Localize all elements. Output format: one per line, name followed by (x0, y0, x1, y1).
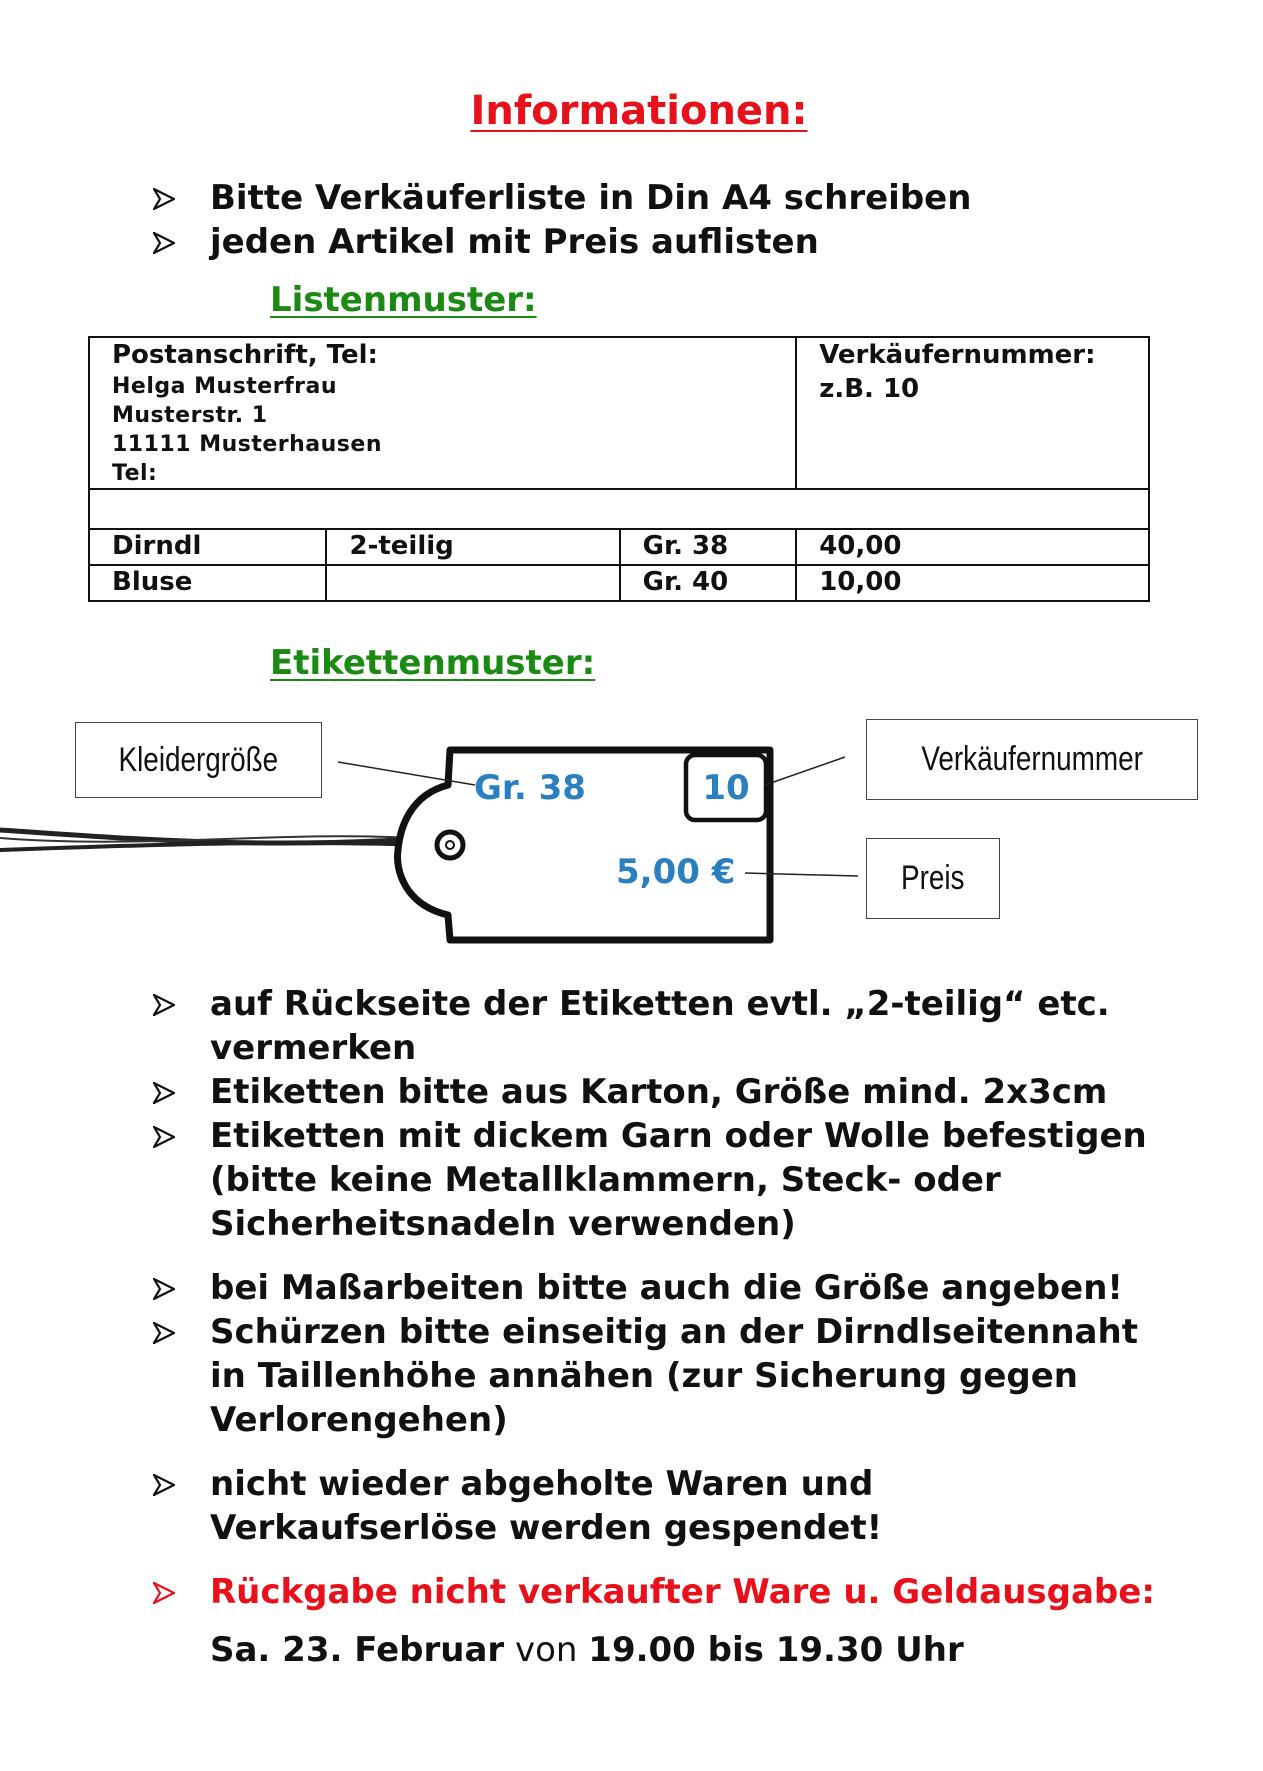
address-line: Musterstr. 1 (112, 403, 268, 428)
list-item (153, 1310, 1163, 1442)
callout-verkaeufernummer (866, 719, 1198, 800)
etikettenmuster-heading: Etikettenmuster: (270, 643, 596, 683)
bullet-text: auf Rückseite der Etiketten evtl. „2-teilig“ etc. vermerken (210, 984, 1110, 1068)
return-date: Sa. 23. Februar (210, 1630, 505, 1670)
callout-label: Verkäufernummer (921, 740, 1143, 778)
bullet-text: nicht wieder abgeholte Waren und Verkaufserlöse werden gespendet! (210, 1464, 883, 1548)
tag-size-text: Gr. 38 (474, 768, 586, 808)
address-label: Postanschrift, Tel: (112, 340, 378, 370)
list-item-return (153, 1570, 1163, 1614)
seller-number-example: z.B. 10 (819, 374, 920, 404)
page-title: Informationen: (470, 88, 808, 134)
table-row (89, 565, 1149, 601)
arrow-bullet-icon (153, 1322, 175, 1344)
arrow-bullet-icon (153, 188, 175, 210)
callout-kleidergroesse (75, 722, 322, 798)
detail-cell (326, 565, 619, 601)
list-item (153, 1114, 1163, 1246)
arrow-bullet-icon (153, 232, 175, 254)
return-date-line (210, 1628, 964, 1672)
bullet-text: jeden Artikel mit Preis auflisten (210, 222, 819, 262)
bullet-text: Etiketten mit dickem Garn oder Wolle befestigen (bitte keine Metallklammern, Steck- oder Sicherheitsnadeln verwenden) (210, 1116, 1147, 1244)
seller-number-label: Verkäufernummer: (819, 340, 1096, 370)
return-time: 19.00 bis 19.30 Uhr (588, 1630, 964, 1670)
seller-number-cell (796, 337, 1149, 489)
return-from: von (515, 1630, 578, 1670)
bullet-text: Etiketten bitte aus Karton, Größe mind. 2x3cm (210, 1072, 1108, 1112)
tag-seller-number: 10 (702, 768, 750, 808)
table-row (89, 529, 1149, 565)
return-heading: Rückgabe nicht verkaufter Ware u. Geldausgabe: (210, 1572, 1155, 1612)
list-item (153, 982, 1163, 1070)
address-line: Tel: (112, 461, 158, 486)
callout-label: Preis (901, 859, 965, 897)
list-item (153, 220, 1153, 264)
listenmuster-heading: Listenmuster: (270, 280, 537, 320)
list-item (153, 1266, 1163, 1310)
arrow-bullet-icon (153, 1278, 175, 1300)
item-cell: Dirndl (89, 529, 326, 565)
address-line: 11111 Musterhausen (112, 432, 382, 457)
price-cell: 40,00 (796, 529, 1149, 565)
arrow-bullet-icon (153, 1126, 175, 1148)
address-cell (89, 337, 796, 489)
address-line: Helga Musterfrau (112, 374, 337, 399)
list-item (153, 176, 1153, 220)
intro-bullet-list (153, 176, 1153, 264)
list-item (153, 1462, 1163, 1550)
rules-bullet-list (153, 982, 1163, 1614)
arrow-bullet-icon (153, 1082, 175, 1104)
callout-label: Kleidergröße (118, 740, 279, 779)
size-cell: Gr. 40 (620, 565, 797, 601)
arrow-bullet-icon (153, 1474, 175, 1496)
callout-preis (866, 838, 1000, 919)
list-item (153, 1070, 1163, 1114)
bullet-text: Schürzen bitte einseitig an der Dirndlseitennaht in Taillenhöhe annähen (zur Sicherung gegen Verlorengehen) (210, 1312, 1138, 1440)
tag-price-text: 5,00 € (616, 852, 736, 892)
size-cell: Gr. 38 (620, 529, 797, 565)
item-cell: Bluse (89, 565, 326, 601)
empty-row (89, 489, 1149, 529)
bullet-text: Bitte Verkäuferliste in Din A4 schreiben (210, 178, 972, 218)
price-cell: 10,00 (796, 565, 1149, 601)
bullet-text: bei Maßarbeiten bitte auch die Größe angeben! (210, 1268, 1123, 1308)
sample-list-table (88, 336, 1150, 602)
arrow-bullet-icon (153, 994, 175, 1016)
arrow-bullet-icon (153, 1582, 175, 1604)
detail-cell: 2-teilig (326, 529, 619, 565)
